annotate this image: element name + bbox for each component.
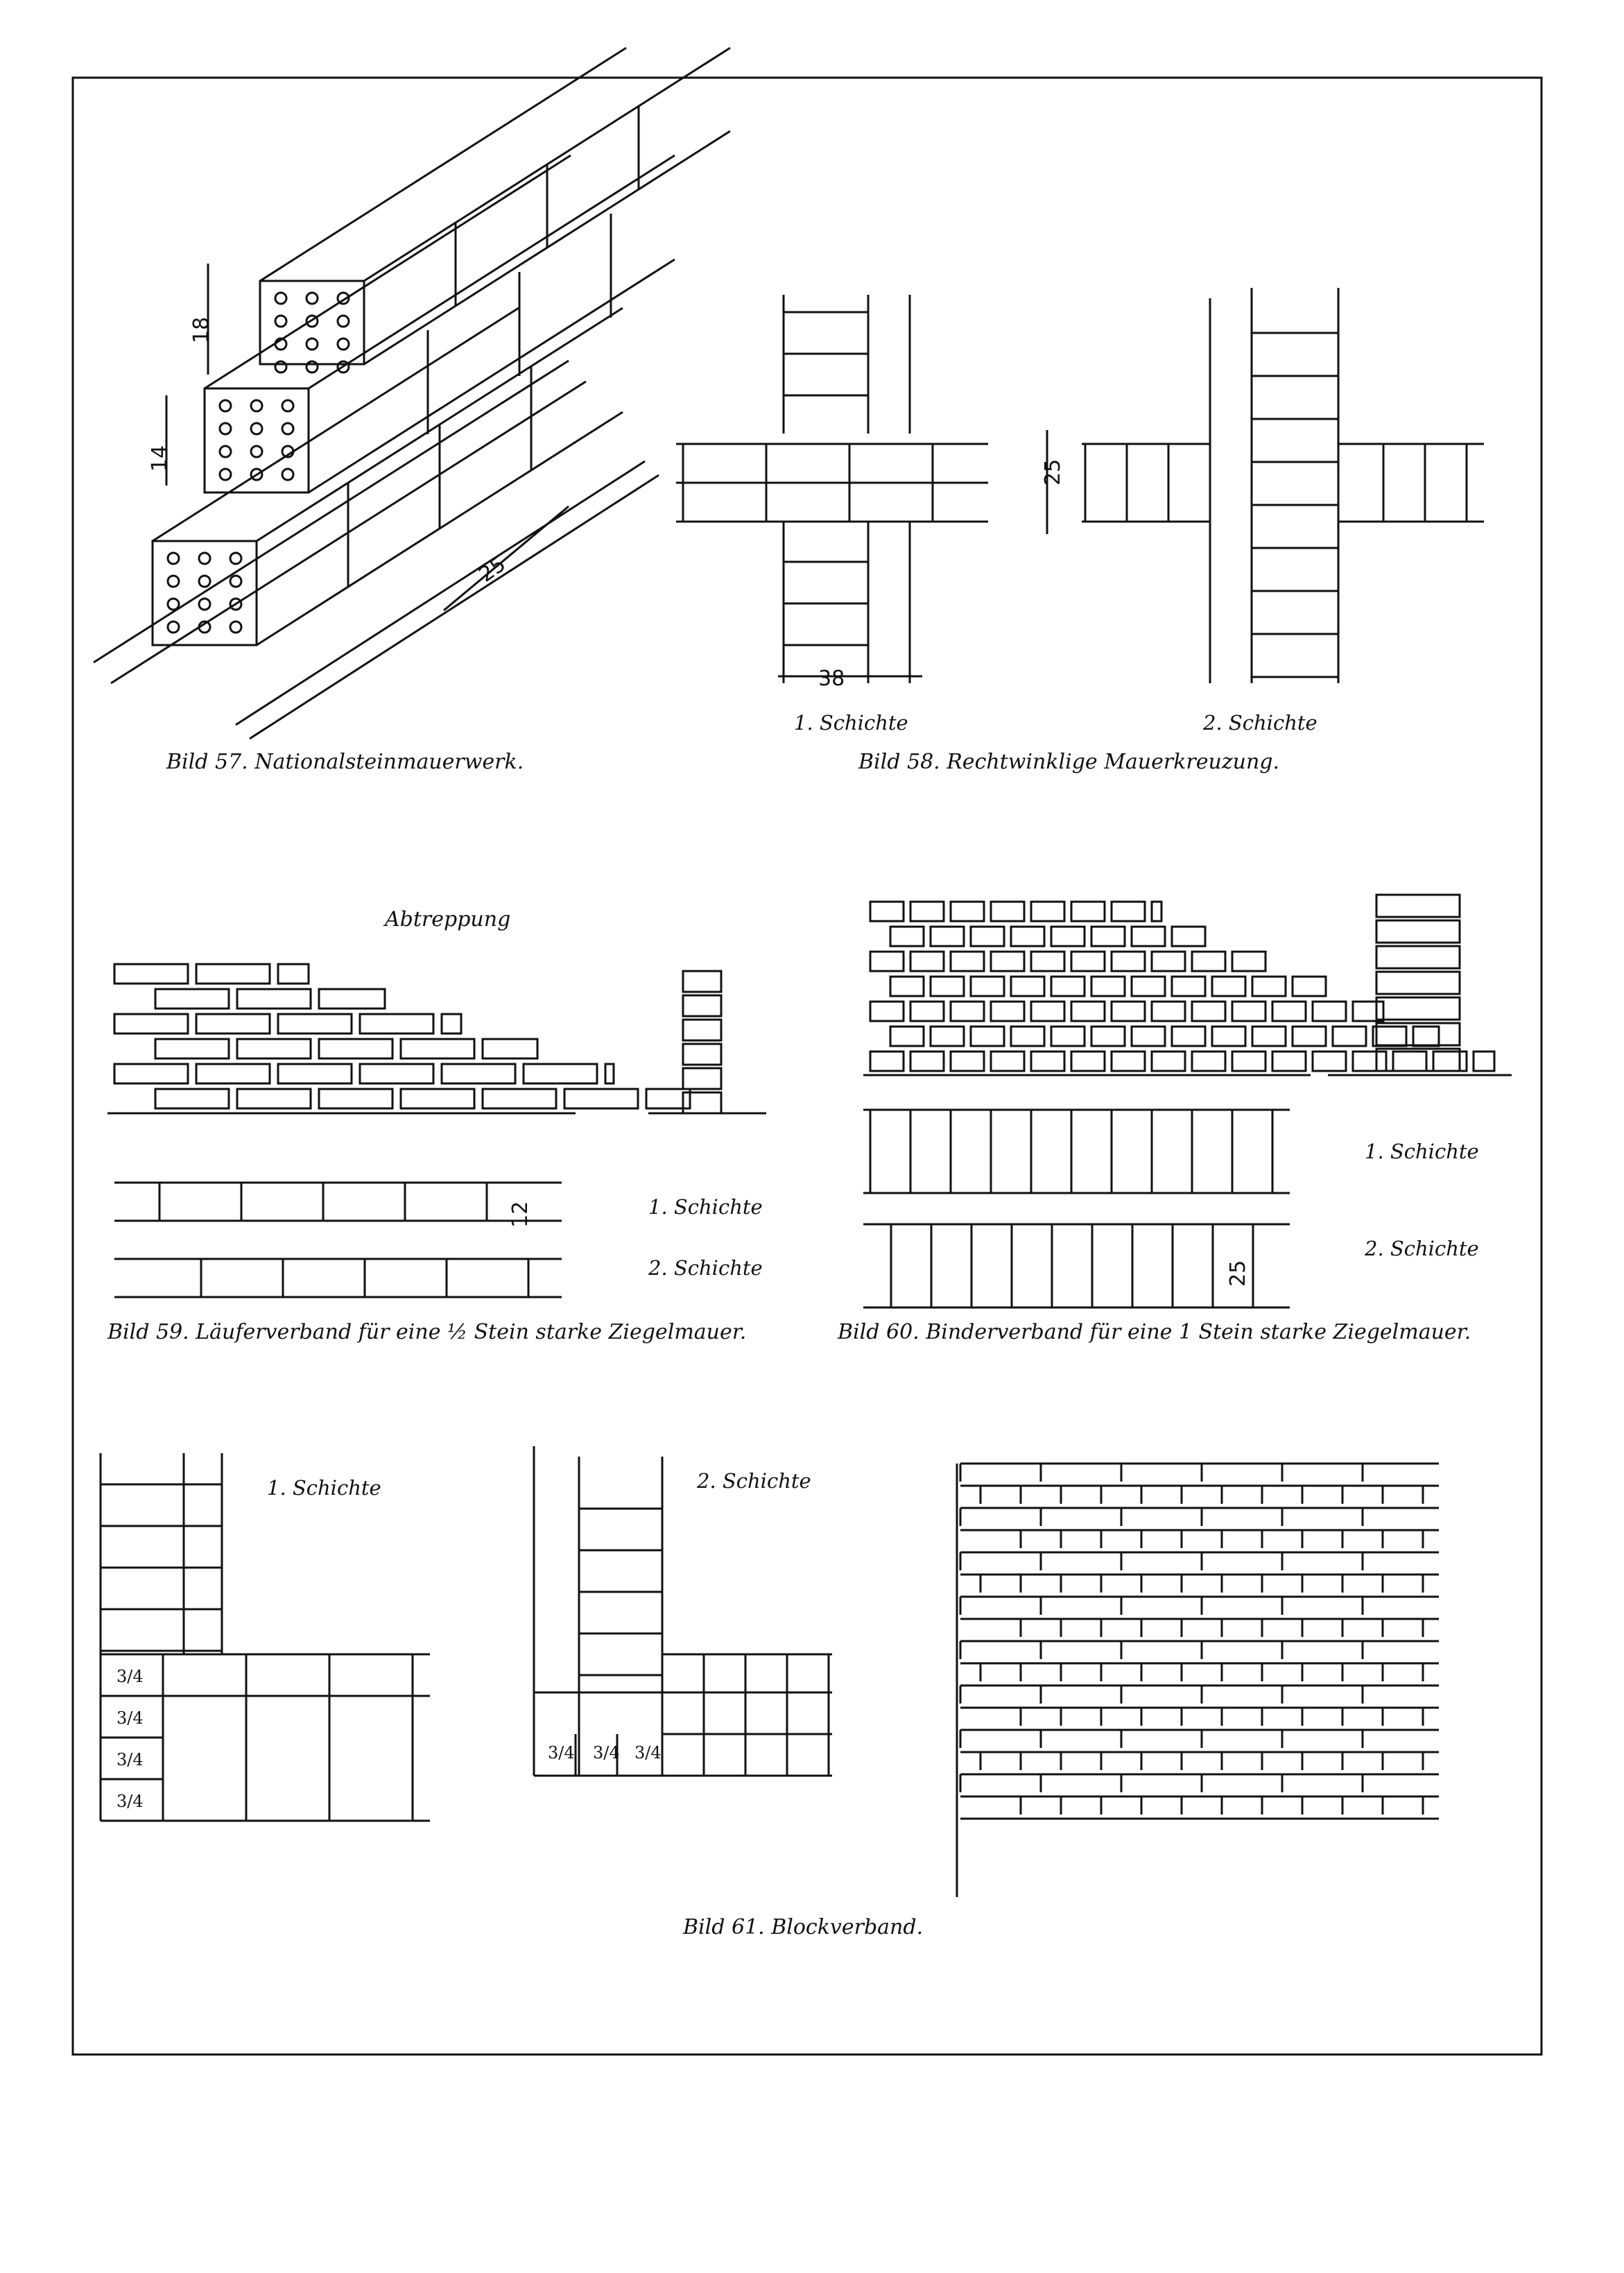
brick	[1474, 1052, 1494, 1071]
block-hole	[168, 576, 179, 587]
bild61-label-schichte-1: 1. Schichte	[267, 1476, 381, 1500]
bild59-label-schichte-1: 1. Schichte	[648, 1195, 763, 1219]
page-frame	[73, 78, 1541, 2055]
brick	[991, 902, 1024, 921]
brick	[910, 952, 944, 971]
brick	[951, 1002, 984, 1021]
brick	[155, 1039, 229, 1058]
bild61-fraction-label: 3/4	[116, 1750, 144, 1769]
brick	[360, 1014, 433, 1033]
brick	[870, 1052, 904, 1071]
block-hole	[220, 423, 231, 434]
brick	[1192, 1002, 1225, 1021]
bild61-fraction-label: 3/4	[116, 1792, 144, 1811]
brick	[319, 1089, 392, 1108]
wall-section-brick	[683, 1092, 721, 1113]
brick	[991, 952, 1024, 971]
brick	[991, 1002, 1024, 1021]
wall-section-brick	[1376, 946, 1460, 968]
brick	[1132, 1027, 1165, 1046]
brick	[1373, 1027, 1406, 1046]
brick	[319, 989, 385, 1009]
brick	[1132, 927, 1165, 946]
brick	[155, 989, 229, 1009]
brick	[931, 1027, 964, 1046]
block-hole	[306, 361, 318, 372]
wall-section-brick	[683, 971, 721, 992]
bild61-fraction-label: 3/4	[116, 1708, 144, 1728]
bild60-label-schichte-2: 2. Schichte	[1365, 1237, 1479, 1260]
brick	[114, 964, 188, 984]
brick	[524, 1064, 597, 1083]
brick	[483, 1089, 556, 1108]
brick	[1333, 1027, 1366, 1046]
brick	[1031, 1052, 1064, 1071]
block-hole	[168, 621, 179, 633]
bild59-dim-12: 12	[508, 1201, 533, 1228]
wall-top-edge	[260, 48, 626, 281]
brick	[605, 1064, 614, 1083]
brick	[319, 1039, 392, 1058]
brick	[1232, 1052, 1265, 1071]
block-hole	[199, 576, 210, 587]
brick	[991, 1052, 1024, 1071]
brick	[196, 964, 270, 984]
brick	[237, 989, 311, 1009]
brick	[1232, 952, 1265, 971]
brick	[1011, 927, 1044, 946]
block-hole	[168, 599, 179, 610]
brick	[1011, 977, 1044, 996]
brick	[971, 977, 1004, 996]
block-hole	[282, 423, 293, 434]
wall-section-brick	[1376, 997, 1460, 1020]
brick	[564, 1089, 638, 1108]
brick	[951, 1052, 984, 1071]
brick	[1192, 1052, 1225, 1071]
block-hole	[230, 553, 241, 564]
brick	[1031, 1002, 1064, 1021]
base-line	[250, 475, 659, 739]
brick	[1031, 952, 1064, 971]
brick	[1313, 1052, 1346, 1071]
block-hole	[220, 400, 231, 411]
brick	[890, 927, 924, 946]
brick	[1252, 1027, 1286, 1046]
bild61-block-bond	[101, 1446, 1439, 1897]
brick	[237, 1089, 311, 1108]
brick	[1192, 952, 1225, 971]
brick	[442, 1064, 515, 1083]
block-hole	[275, 316, 286, 327]
bild57-caption: Bild 57. Nationalsteinmauerwerk.	[166, 750, 524, 774]
brick	[1071, 1002, 1105, 1021]
brick	[278, 1064, 352, 1083]
brick	[951, 902, 984, 921]
brick	[870, 952, 904, 971]
brick	[951, 952, 984, 971]
brick	[931, 927, 964, 946]
bild58-label-schichte-1: 1. Schichte	[794, 711, 908, 735]
block-hole	[338, 338, 349, 350]
brick	[1011, 1027, 1044, 1046]
bild57-dim-14: 14	[148, 445, 172, 472]
block-hole	[251, 400, 262, 411]
brick	[1293, 977, 1326, 996]
brick	[1212, 977, 1245, 996]
bild61-fraction-label: 3/4	[634, 1743, 662, 1762]
block-hole	[275, 361, 286, 372]
brick	[1091, 977, 1125, 996]
block-hole	[230, 621, 241, 633]
block-hole	[282, 400, 293, 411]
bild58-dim-25: 25	[1041, 458, 1065, 486]
brick	[1071, 1052, 1105, 1071]
brick	[1051, 1027, 1085, 1046]
bild59-label-abtreppung: Abtreppung	[385, 907, 511, 932]
wall-section-brick	[683, 1020, 721, 1040]
bild58-caption: Bild 58. Rechtwinklige Mauerkreuzung.	[858, 750, 1280, 774]
brick	[1152, 952, 1185, 971]
brick	[1091, 927, 1125, 946]
bild60-label-schichte-1: 1. Schichte	[1365, 1140, 1479, 1163]
block-hole	[338, 316, 349, 327]
brick	[1152, 902, 1161, 921]
brick	[360, 1064, 433, 1083]
block-hole	[306, 293, 318, 304]
bild61-fraction-label: 3/4	[593, 1743, 620, 1762]
brick	[1313, 1002, 1346, 1021]
dim-line	[444, 506, 569, 610]
bild57-isometric-drawing	[94, 48, 730, 739]
brick	[971, 1027, 1004, 1046]
brick	[1091, 1027, 1125, 1046]
wall-section-brick	[683, 995, 721, 1016]
block-hole	[282, 469, 293, 480]
brick	[483, 1039, 537, 1058]
brick	[401, 1039, 474, 1058]
brick	[1252, 977, 1286, 996]
bild61-caption: Bild 61. Blockverband.	[683, 1915, 924, 1939]
bild59-stretcher-bond	[107, 964, 766, 1297]
brick	[1071, 952, 1105, 971]
brick	[910, 1002, 944, 1021]
bild60-caption: Bild 60. Binderverband für eine 1 Stein starke Ziegelmauer.	[838, 1320, 1471, 1344]
block-hole	[275, 293, 286, 304]
brick	[890, 1027, 924, 1046]
brick	[1112, 952, 1145, 971]
wall-section-brick	[1376, 972, 1460, 994]
block-hole	[251, 423, 262, 434]
brick	[196, 1064, 270, 1083]
wall-section-brick	[683, 1044, 721, 1065]
brick	[1051, 927, 1085, 946]
bild57-dim-25: 25	[474, 551, 510, 587]
brick	[1272, 1052, 1306, 1071]
brick	[1132, 977, 1165, 996]
bild59-label-schichte-2: 2. Schichte	[648, 1256, 763, 1280]
bild61-fraction-label: 3/4	[116, 1667, 144, 1686]
base-line	[111, 381, 586, 683]
brick	[1112, 1052, 1145, 1071]
brick	[1172, 927, 1205, 946]
brick	[442, 1014, 461, 1033]
block-hole	[168, 553, 179, 564]
brick	[278, 964, 309, 984]
brick	[1172, 977, 1205, 996]
bild59-caption: Bild 59. Läuferverband für eine ½ Stein starke Ziegelmauer.	[107, 1320, 747, 1344]
brick	[1031, 902, 1064, 921]
brick	[971, 927, 1004, 946]
brick	[1112, 902, 1145, 921]
block-hole	[251, 446, 262, 457]
brick	[1433, 1052, 1467, 1071]
brick	[931, 977, 964, 996]
wall-section-brick	[1376, 920, 1460, 943]
brick	[401, 1089, 474, 1108]
brick	[1413, 1027, 1439, 1046]
brick	[870, 1002, 904, 1021]
brick	[155, 1089, 229, 1108]
brick	[114, 1064, 188, 1083]
bild58-dim-38: 38	[818, 667, 845, 691]
brick	[1232, 1002, 1265, 1021]
brick	[1172, 1027, 1205, 1046]
brick	[910, 1052, 944, 1071]
bild58-wall-crossing-plans	[676, 288, 1484, 683]
bild61-fraction-label: 3/4	[548, 1743, 575, 1762]
brick	[1212, 1027, 1245, 1046]
wall-section-brick	[683, 1068, 721, 1089]
brick	[237, 1039, 311, 1058]
wall-section-brick	[1376, 895, 1460, 917]
bild58-label-schichte-2: 2. Schichte	[1203, 711, 1318, 735]
brick	[1293, 1027, 1326, 1046]
brick	[278, 1014, 352, 1033]
block-hole	[220, 469, 231, 480]
block-hole	[230, 576, 241, 587]
block-hole	[199, 599, 210, 610]
brick	[114, 1014, 188, 1033]
brick	[1152, 1002, 1185, 1021]
brick	[1152, 1052, 1185, 1071]
brick	[1071, 902, 1105, 921]
brick	[1353, 1002, 1383, 1021]
brick	[196, 1014, 270, 1033]
bild57-dim-18: 18	[189, 316, 214, 343]
bild60-dim-25: 25	[1226, 1260, 1250, 1287]
brick	[1112, 1002, 1145, 1021]
brick	[910, 902, 944, 921]
base-line	[94, 361, 569, 662]
brick	[1393, 1052, 1426, 1071]
brick	[1272, 1002, 1306, 1021]
block-hole	[199, 553, 210, 564]
brick	[870, 902, 904, 921]
block-hole	[306, 338, 318, 350]
bild61-label-schichte-2: 2. Schichte	[697, 1469, 811, 1493]
brick	[890, 977, 924, 996]
block-hole	[220, 446, 231, 457]
brick	[1353, 1052, 1386, 1071]
brick	[1051, 977, 1085, 996]
